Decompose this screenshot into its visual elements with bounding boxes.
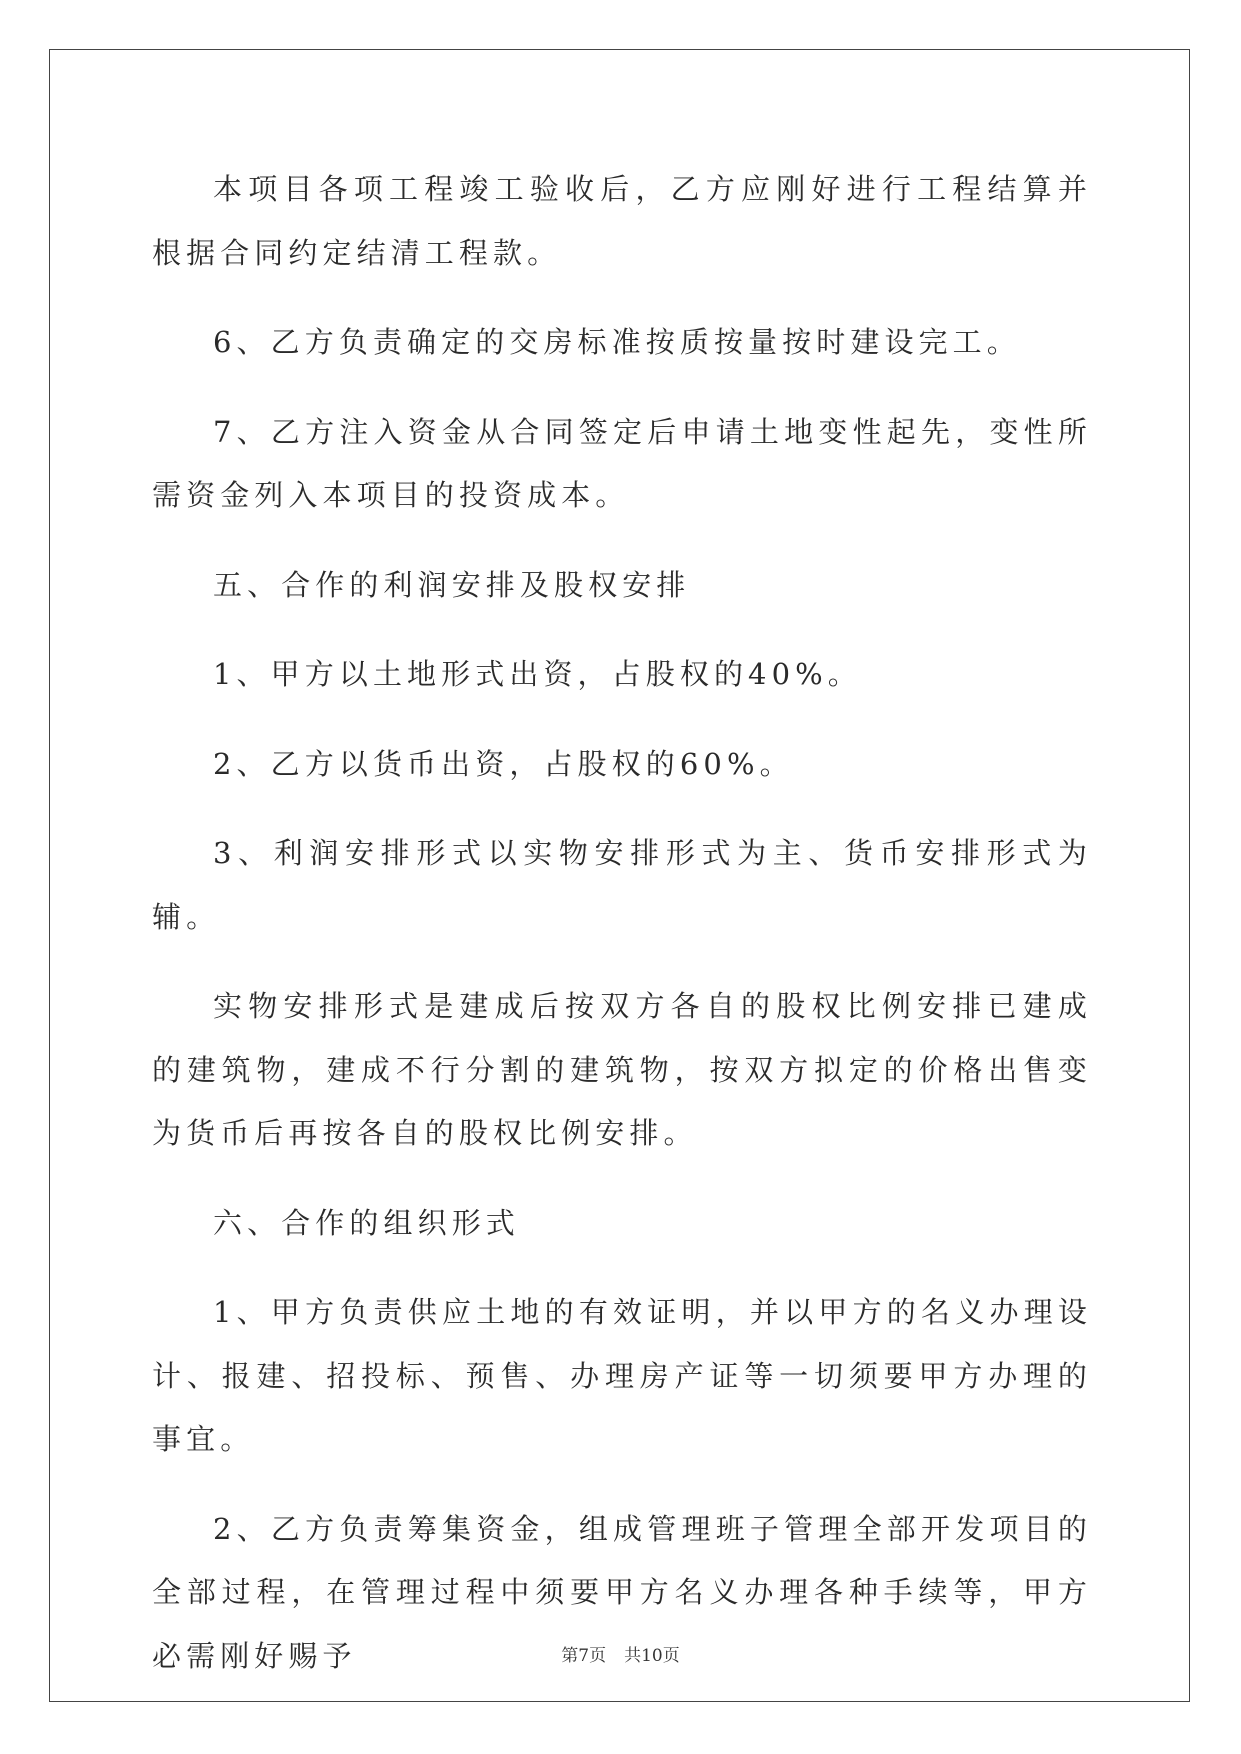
paragraph: 7、乙方注入资金从合同签定后申请土地变性起先，变性所需资金列入本项目的投资成本。: [152, 414, 1092, 512]
paragraph: 6、乙方负责确定的交房标准按质按量按时建设完工。: [213, 325, 1021, 359]
paragraph: 实物安排形式是建成后按双方各自的股权比例安排已建成的建筑物，建成不行分割的建筑物，按双方拟定的价格出售变为货币后再按各自的股权比例安排。: [152, 989, 1092, 1150]
page-total: 共10页: [624, 1646, 680, 1666]
paragraph: 3、利润安排形式以实物安排形式为主、货币安排形式为辅。: [152, 836, 1092, 934]
section-heading: 六、合作的组织形式: [213, 1205, 520, 1240]
document-body: [152, 158, 1092, 1714]
paragraph: 1、甲方负责供应土地的有效证明，并以甲方的名义办理设计、报建、招投标、预售、办理房产证等一切须要甲方办理的事宜。: [152, 1295, 1092, 1456]
page-number: 第7页: [561, 1646, 607, 1666]
section-heading: 五、合作的利润安排及股权安排: [213, 567, 691, 602]
paragraph: 2、乙方以货币出资，占股权的60%。: [213, 746, 794, 781]
paragraph: 本项目各项工程竣工验收后，乙方应刚好进行工程结算并根据合同约定结清工程款。: [152, 172, 1092, 270]
paragraph: 1、甲方以土地形式出资，占股权的40%。: [213, 657, 862, 691]
page-footer: [0, 1641, 1241, 1666]
paragraph: 2、乙方负责筹集资金，组成管理班子管理全部开发项目的全部过程，在管理过程中须要甲方名义办理各种手续等，甲方必需刚好赐予: [152, 1511, 1092, 1673]
